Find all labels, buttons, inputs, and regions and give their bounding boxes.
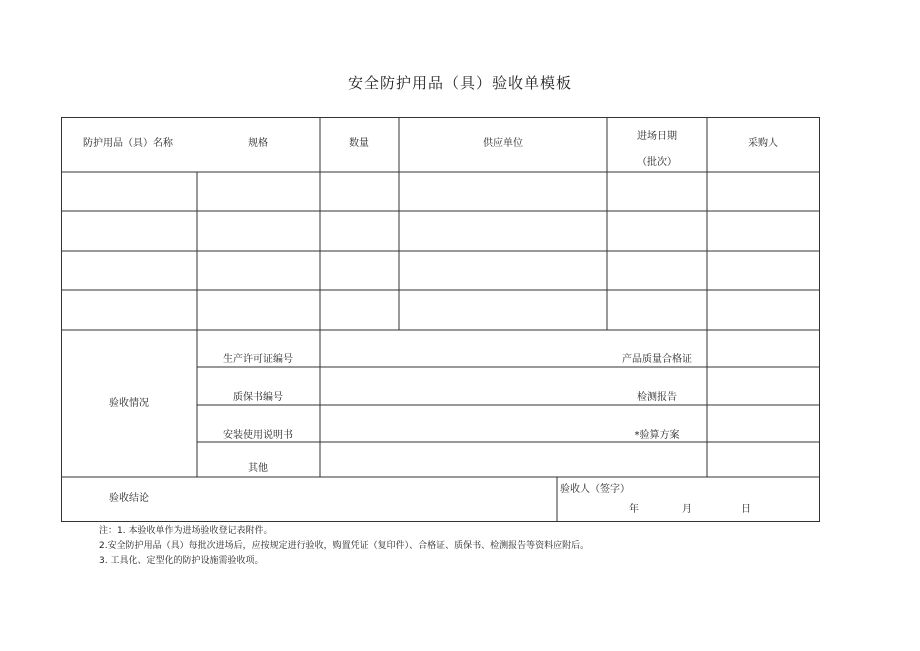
conclusion-label: 验收结论 [109, 493, 149, 504]
note-2: 2.安全防护用品（具）每批次进场后，应按规定进行验收，购置凭证（复印件）、合格证、质保书、检测报告等资料应附后。 [99, 541, 590, 551]
inspection-item-other: 其他 [248, 463, 268, 474]
acceptance-form-table [61, 117, 820, 522]
header-purchaser: 采购人 [748, 138, 778, 149]
document-title: 安全防护用品（具）验收单模板 [347, 74, 572, 92]
header-entry-batch: （批次） [637, 157, 677, 168]
header-spec: 规格 [248, 138, 268, 149]
inspection-item-license: 生产许可证编号 [223, 354, 293, 365]
note-1: 注：1. 本验收单作为进场验收登记表附件。 [99, 526, 273, 536]
date-month: 月 [682, 504, 692, 515]
inspection-item-calc-plan: *验算方案 [634, 430, 680, 441]
inspection-label: 验收情况 [109, 398, 149, 409]
inspection-item-warranty: 质保书编号 [233, 392, 283, 403]
signer-label: 验收人（签字） [560, 484, 630, 495]
table-grid [61, 117, 820, 522]
date-day: 日 [741, 504, 751, 515]
date-year: 年 [629, 504, 639, 515]
header-supplier: 供应单位 [483, 138, 523, 149]
note-3: 3. 工具化、定型化的防护设施需验收项。 [99, 556, 264, 566]
inspection-item-manual: 安装使用说明书 [223, 430, 293, 441]
inspection-item-certificate: 产品质量合格证 [622, 354, 692, 365]
header-quantity: 数量 [349, 138, 369, 149]
footnotes [99, 524, 589, 569]
header-entry-date: 进场日期 [637, 131, 677, 142]
header-name: 防护用品（具）名称 [83, 138, 173, 149]
inspection-item-test-report: 检测报告 [637, 392, 677, 403]
